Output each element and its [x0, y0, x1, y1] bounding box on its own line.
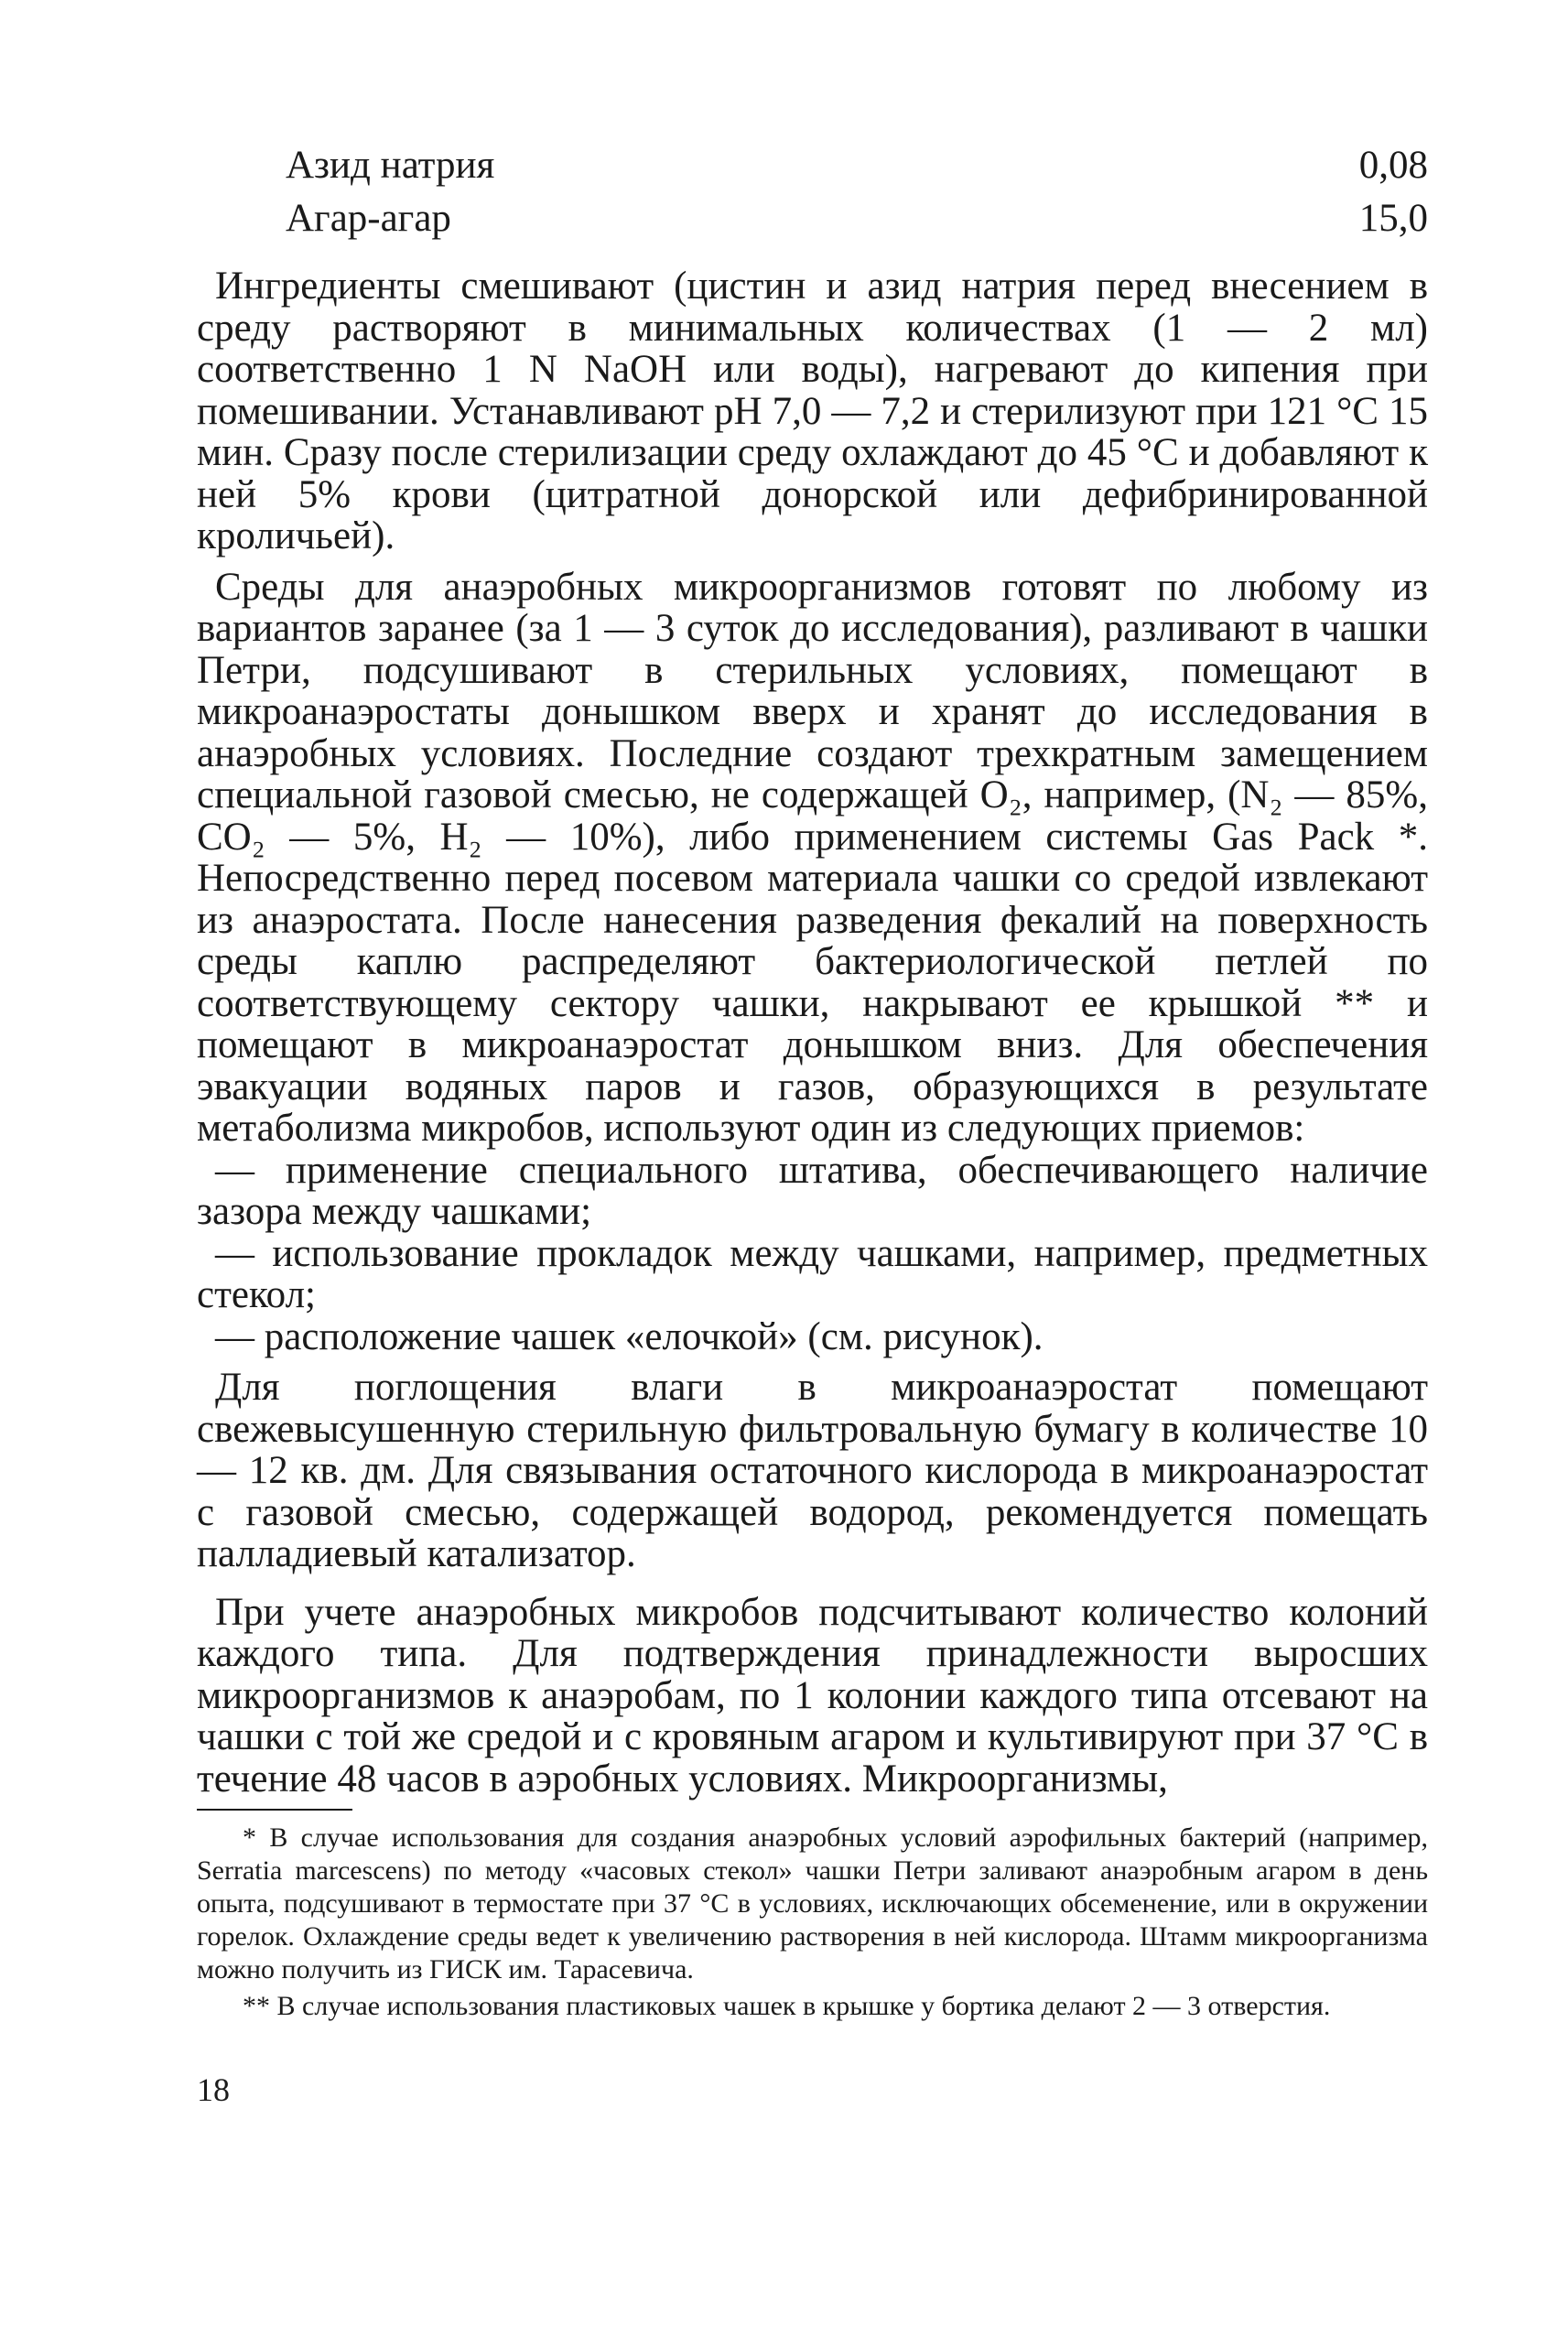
paragraph: Для поглощения влаги в микроанаэростат помещают свежевысушенную стерильную фильтровальную бумагу в количестве 10 — 12 кв. дм. Для связывания остаточного кислорода в микроанаэростат с газовой смесью, содержащей водород, рекомендуется помещать палладиевый катализатор. [197, 1366, 1428, 1575]
footnote: * В случае использования для создания анаэробных условий аэрофильных бактерий (например, Serratia marcescens) по методу «часовых стекол» чашки Петри заливают анаэробным агаром в день опыта, подсушивают в термостате при 37 °С в условиях, исключающих обсеменение, или в окружении горелок. Охлаждение среды ведет к увеличению растворения в ней кислорода. Штамм микроорганизма можно получить из ГИСК им. Тарасевича. [197, 1822, 1428, 1984]
footnote-divider [197, 1809, 352, 1811]
footnotes [197, 1822, 1428, 2023]
page-number: 18 [197, 2071, 230, 2108]
list-item: — расположение чашек «елочкой» (см. рисунок). [215, 1314, 1044, 1358]
paragraph: Среды для анаэробных микроорганизмов готовят по любому из вариантов заранее (за 1 — 3 суток до исследования), разливают в чашки Петри, подсушивают в стерильных условиях, помещают в микроанаэростаты донышком вверх и хранят до исследования в анаэробных условиях. Последние создают трехкратным замещением специальной газовой смесью, не содержащей O₂, например, (N₂ — 85%, CO₂ — 5%, H₂ — 10%), либо применением системы Gas Pack *. Непосредственно перед посевом материала чашки со средой извлекают из анаэростата. После нанесения разведения фекалий на поверхность среды каплю распределяют бактериологической петлей по соответствующему сектору чашки, накрывают ее крышкой ** и помещают в микроанаэростат донышком вниз. Для обеспечения эвакуации водяных паров и газов, образующихся в результате метаболизма микробов, используют один из следующих приемов: [197, 565, 1428, 1150]
ingredient-value: 15,0 [1358, 197, 1428, 240]
paragraph: Ингредиенты смешивают (цистин и азид натрия перед внесением в среду растворяют в минимальных количествах (1 — 2 мл) соответственно 1 N NaOH или воды), нагревают до кипения при помешивании. Устанавливают рН 7,0 — 7,2 и стерилизуют при 121 °С 15 мин. Сразу после стерилизации среду охлаждают до 45 °С и добавляют к ней 5% крови (цитратной донорской или дефибринированной кроличьей). [197, 265, 1428, 557]
ingredient-name: Агар-агар [286, 197, 451, 240]
paragraph: При учете анаэробных микробов подсчитывают количество колоний каждого типа. Для подтверждения принадлежности выросших микроорганизмов к анаэробам, по 1 колонии каждого типа отсевают на чашки с той же средой и с кровяным агаром и культивируют при 37 °С в течение 48 часов в аэробных условиях. Микроорганизмы, [197, 1590, 1428, 1801]
footnote: ** В случае использования пластиковых чашек в крышке у бортика делают 2 — 3 отверстия. [243, 1991, 1331, 2021]
list-item: — применение специального штатива, обеспечивающего наличие зазора между чашками; [197, 1148, 1428, 1233]
ingredient-list [286, 139, 1428, 245]
ingredient-name: Азид натрия [286, 144, 495, 187]
list-item: — использование прокладок между чашками, например, предметных стекол; [197, 1231, 1428, 1316]
ingredient-row [286, 139, 1428, 192]
ingredient-value: 0,08 [1358, 144, 1428, 187]
ingredient-row [286, 192, 1428, 245]
body-text [197, 265, 1428, 1800]
